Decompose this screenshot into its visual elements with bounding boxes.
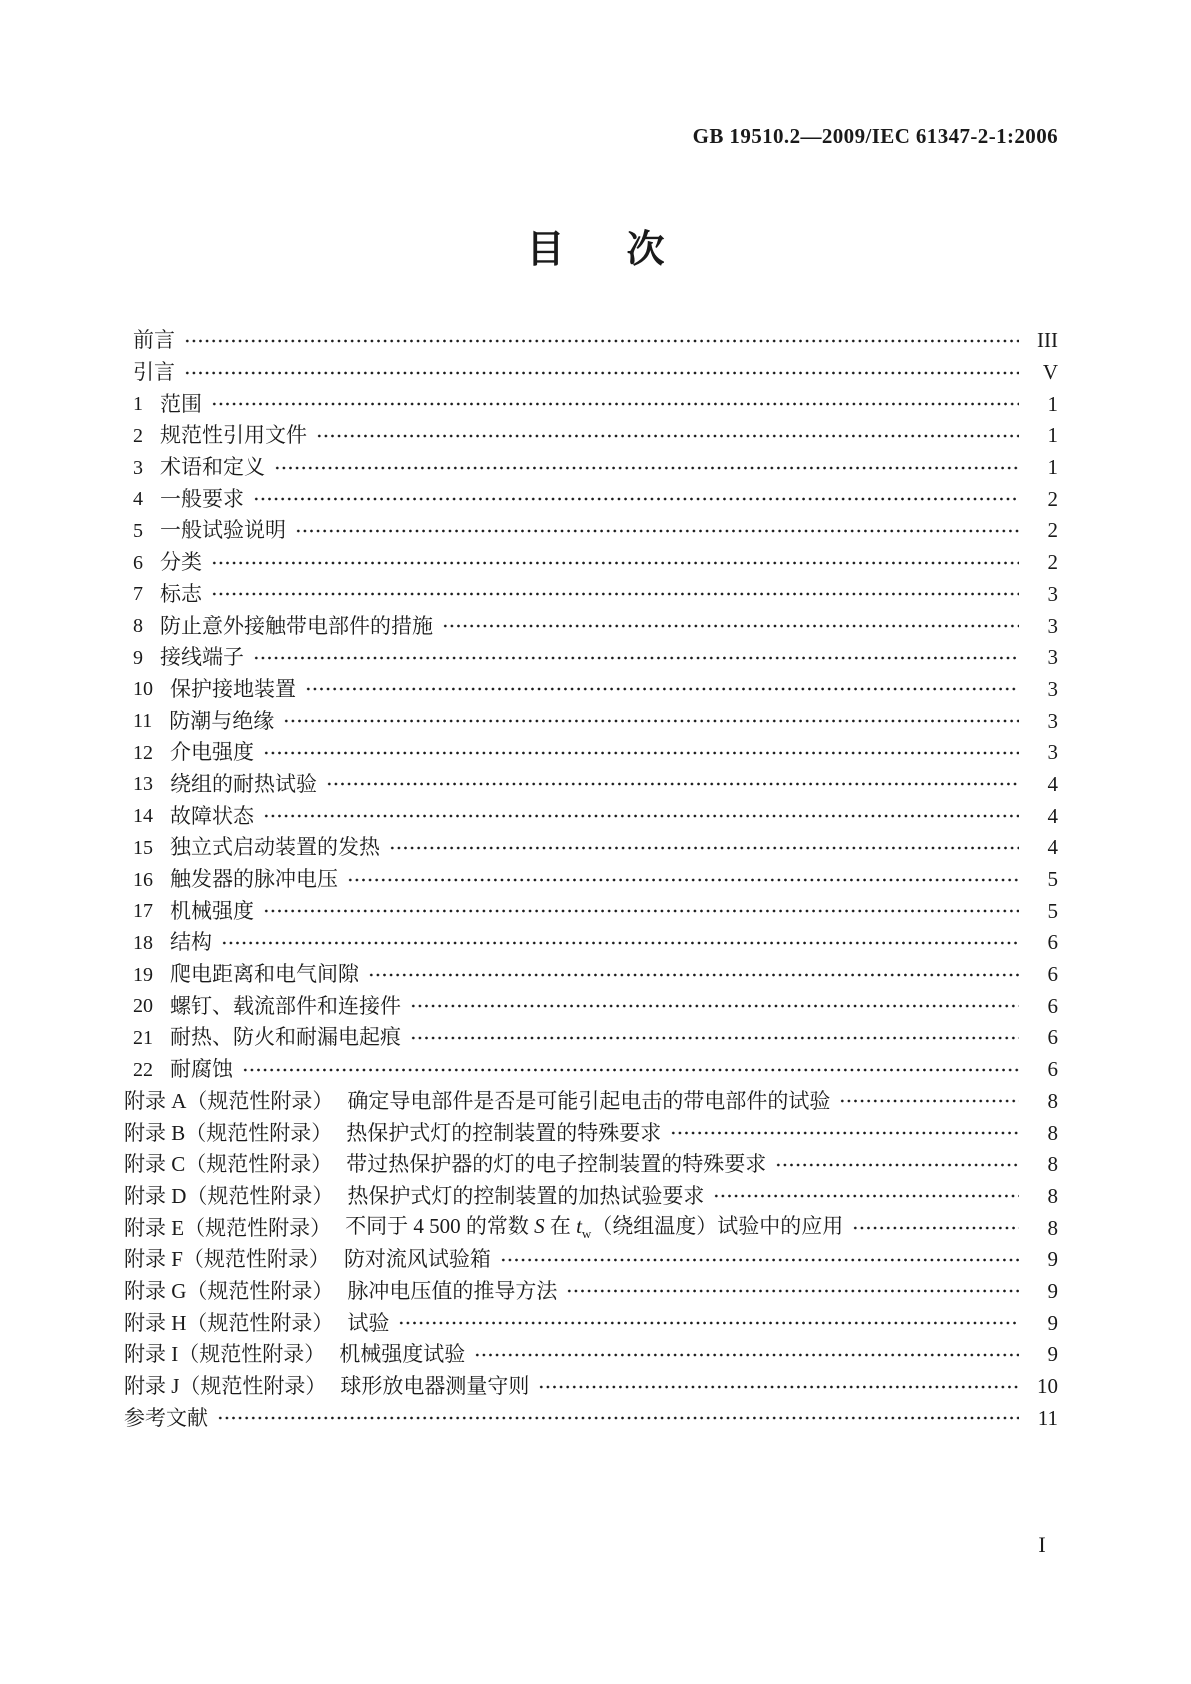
toc-page-number: 6 [1047,930,1058,955]
toc-title-fragment: 不同于 4 500 的常数 [345,1214,535,1238]
toc-entry [124,1181,1058,1213]
table-of-contents [124,325,1058,1434]
dot-leader [326,769,1019,801]
toc-entry-title: 球形放电器测量守则 [340,1374,530,1399]
toc-entry [124,483,1058,515]
toc-annex-prefix: 附录 I（规范性附录） [124,1342,326,1367]
dot-leader [211,579,1019,611]
toc-entry-title: 热保护式灯的控制装置的特殊要求 [346,1120,662,1145]
toc-entry [124,927,1058,959]
toc-annex-prefix: 附录 E（规范性附录） [124,1215,332,1240]
toc-entry-title: 接线端子 [160,645,244,670]
toc-entry [124,1276,1058,1308]
toc-entry-title: 机械强度试验 [339,1342,466,1367]
toc-entry [124,1371,1058,1403]
toc-entry [124,800,1058,832]
toc-entry-title: 标志 [160,581,202,606]
toc-annex-prefix: 附录 J（规范性附录） [124,1374,327,1399]
toc-page-number: 9 [1047,1310,1058,1335]
toc-entry-title: 爬电距离和电气间隙 [170,962,359,987]
dot-leader [713,1181,1019,1213]
dot-leader [410,1022,1019,1054]
toc-entry-title: 耐热、防火和耐漏电起痕 [170,1025,401,1050]
toc-entry-title: 独立式启动装置的发热 [170,835,380,860]
toc-entry-title: 规范性引用文件 [160,423,307,448]
toc-page-number: 3 [1047,740,1058,765]
toc-entry-title: 确定导电部件是否是可能引起电击的带电部件的试验 [347,1088,831,1113]
toc-entry [124,1307,1058,1339]
toc-page-number: 1 [1047,423,1058,448]
toc-annex-prefix: 附录 C（规范性附录） [124,1152,333,1177]
toc-entry [124,990,1058,1022]
toc-annex-prefix: 附录 G（规范性附录） [124,1278,334,1303]
dot-leader [211,388,1019,420]
standard-code: GB 19510.2—2009/IEC 61347-2-1:2006 [692,124,1058,148]
toc-entry-title: 参考文献 [124,1405,208,1430]
toc-entry-title: 防对流风试验箱 [343,1247,491,1272]
toc-entry-number: 16 [133,868,153,891]
toc-page-number: 3 [1047,676,1058,701]
toc-entry-number: 10 [133,678,153,701]
dot-leader [184,357,1019,389]
toc-entry-title: 范围 [160,391,202,416]
toc-annex-prefix: 附录 B（规范性附录） [124,1120,333,1145]
toc-entry-title: 螺钉、载流部件和连接件 [170,993,401,1018]
toc-page-number: 2 [1047,518,1058,543]
folio-page-number: I [1038,1532,1046,1557]
toc-page-number: 6 [1047,1025,1058,1050]
toc-entry-number: 1 [133,393,143,416]
toc-entry-title: 试验 [347,1310,390,1335]
toc-entry [124,1244,1058,1276]
toc-entry [124,452,1058,484]
toc-page-number: 4 [1047,835,1058,860]
dot-leader [295,515,1019,547]
toc-entry-number: 9 [133,646,143,669]
toc-entry [124,1339,1058,1371]
toc-page-number: 8 [1047,1183,1058,1208]
page-title: 目 次 [526,229,677,271]
toc-entry-title: 介电强度 [170,740,254,765]
toc-entry-title: 引言 [133,360,175,385]
toc-entry [124,547,1058,579]
toc-entry-title: 防止意外接触带电部件的措施 [160,613,433,638]
toc-entry [124,515,1058,547]
toc-entry [124,1054,1058,1086]
dot-leader [184,325,1019,357]
toc-entry [124,1022,1058,1054]
dot-leader [211,547,1019,579]
toc-page-number: 8 [1047,1215,1058,1240]
toc-entry [124,420,1058,452]
dot-leader [410,990,1019,1022]
toc-page-number: 4 [1047,771,1058,796]
dot-leader [263,800,1019,832]
toc-entry [124,864,1058,896]
toc-entry [124,579,1058,611]
toc-page-number: 9 [1047,1247,1058,1272]
toc-entry-number: 11 [133,710,153,733]
dot-leader [263,737,1019,769]
dot-leader [253,642,1019,674]
toc-entry [124,769,1058,801]
toc-page-number: 8 [1047,1120,1058,1145]
toc-page-number: 8 [1047,1152,1058,1177]
toc-entry [124,674,1058,706]
toc-entry [124,1212,1058,1244]
toc-entry-number: 4 [133,488,143,511]
toc-page-number: 6 [1047,1057,1058,1082]
dot-leader [368,959,1019,991]
toc-page-number: 3 [1047,613,1058,638]
dot-leader [283,705,1019,737]
toc-annex-prefix: 附录 A（规范性附录） [124,1088,334,1113]
dot-leader [500,1244,1019,1276]
toc-page-number: 6 [1047,993,1058,1018]
toc-page-number: V [1042,360,1058,385]
toc-entry [124,1402,1058,1434]
toc-entry-title: 一般试验说明 [160,518,286,543]
toc-page-number: 9 [1047,1278,1058,1303]
toc-entry-title: 结构 [170,930,212,955]
toc-entry-number: 22 [133,1058,153,1081]
toc-entry-title: 耐腐蚀 [170,1057,233,1082]
toc-page-number: 5 [1047,867,1058,892]
dot-leader [217,1402,1019,1434]
dot-leader [305,674,1019,706]
dot-leader [775,1149,1019,1181]
toc-page-number: 5 [1047,898,1058,923]
toc-entry-title: 防潮与绝缘 [169,708,275,733]
toc-entry-number: 17 [133,900,153,923]
toc-title-fragment: （绕组温度）试验中的应用 [591,1214,844,1238]
toc-entry-number: 12 [133,741,153,764]
toc-entry-number: 7 [133,583,143,606]
dot-leader [274,452,1019,484]
toc-title-fragment: w [581,1226,592,1242]
toc-entry-number: 19 [133,963,153,986]
toc-entry-title: 触发器的脉冲电压 [170,867,338,892]
toc-page-number: 1 [1047,391,1058,416]
dot-leader [316,420,1019,452]
toc-page-number: 10 [1037,1374,1058,1399]
dot-leader [839,1086,1019,1118]
toc-entry-number: 15 [133,836,153,859]
dot-leader [221,927,1019,959]
toc-entry-title: 带过热保护器的灯的电子控制装置的特殊要求 [346,1152,767,1177]
toc-entry [124,1149,1058,1181]
toc-entry-number: 6 [133,551,143,574]
toc-entry [124,895,1058,927]
toc-entry-title: 一般要求 [160,486,244,511]
toc-entry-title: 分类 [160,550,202,575]
toc-entry-title: 保护接地装置 [170,676,296,701]
toc-page-number: 6 [1047,962,1058,987]
toc-entry-number: 8 [133,615,143,638]
toc-entry-title: 机械强度 [170,898,254,923]
toc-page-number: 2 [1047,486,1058,511]
dot-leader [442,610,1019,642]
toc-annex-prefix: 附录 H（规范性附录） [124,1310,334,1335]
toc-entry [124,959,1058,991]
toc-title-fragment: t [576,1214,582,1238]
toc-title-fragment: S [534,1214,545,1238]
toc-entry [124,737,1058,769]
toc-annex-prefix: 附录 F（规范性附录） [124,1247,330,1272]
toc-page-number: 2 [1047,550,1058,575]
toc-entry-title [345,1216,843,1240]
dot-leader [538,1371,1019,1403]
toc-entry [124,610,1058,642]
toc-entry [124,1117,1058,1149]
toc-entry-number: 21 [133,1026,153,1049]
toc-entry-number: 18 [133,931,153,954]
toc-page-number: 3 [1047,645,1058,670]
toc-entry-number: 20 [133,995,153,1018]
toc-entry [124,1086,1058,1118]
toc-page-number: 4 [1047,803,1058,828]
toc-entry-title: 脉冲电压值的推导方法 [347,1278,558,1303]
dot-leader [263,895,1019,927]
toc-title-fragment: 在 [544,1214,577,1238]
dot-leader [852,1212,1019,1244]
toc-page-number: III [1037,328,1058,353]
dot-leader [398,1307,1019,1339]
toc-page-number: 3 [1047,581,1058,606]
document-header [133,124,1058,149]
toc-page-number: 9 [1047,1342,1058,1367]
toc-entry-number: 5 [133,519,143,542]
toc-entry-title: 故障状态 [170,803,254,828]
toc-annex-prefix: 附录 D（规范性附录） [124,1183,334,1208]
dot-leader [474,1339,1019,1371]
toc-entry [124,705,1058,737]
toc-entry-title: 术语和定义 [160,455,265,480]
toc-entry-title: 热保护式灯的控制装置的加热试验要求 [347,1183,705,1208]
toc-page-number: 1 [1047,455,1058,480]
toc-entry-number: 14 [133,805,153,828]
toc-entry [124,357,1058,389]
dot-leader [253,483,1019,515]
dot-leader [389,832,1019,864]
toc-page-number: 8 [1047,1088,1058,1113]
toc-page-number: 11 [1037,1405,1058,1430]
toc-entry [124,325,1058,357]
dot-leader [242,1054,1019,1086]
toc-entry [124,832,1058,864]
toc-entry-number: 2 [133,424,143,447]
toc-entry-title: 前言 [133,328,175,353]
toc-entry-number: 3 [133,456,143,479]
toc-entry-title: 绕组的耐热试验 [170,771,317,796]
toc-entry [124,388,1058,420]
toc-entry-number: 13 [133,773,153,796]
dot-leader [566,1276,1019,1308]
dot-leader [670,1117,1019,1149]
toc-entry [124,642,1058,674]
toc-page-number: 3 [1047,708,1058,733]
dot-leader [347,864,1019,896]
page-footer [1022,1532,1062,1558]
